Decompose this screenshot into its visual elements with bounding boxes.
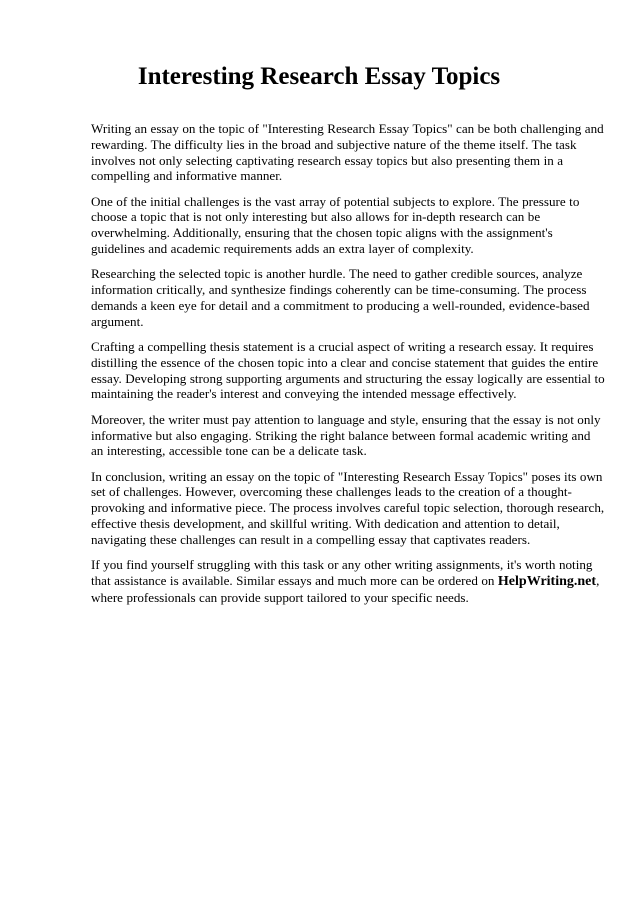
paragraph-line: Moreover, the writer must pay attention to language and style, ensuring that the essay is not only bbox=[91, 411, 601, 427]
closing-line-3: where professionals can provide support tailored to your specific needs. bbox=[91, 589, 469, 605]
page-title: Interesting Research Essay Topics bbox=[137, 63, 501, 90]
paragraph-line: choose a topic that is not only interesting but also allows for in-depth research can be bbox=[91, 209, 541, 225]
paragraph-line: maintaining the reader's interest and conveying the intended message effectively. bbox=[91, 386, 517, 402]
paragraph-line: Crafting a compelling thesis statement is a crucial aspect of writing a research essay. It requires bbox=[91, 339, 594, 355]
paragraph-line: an interesting, accessible tone can be a delicate task. bbox=[91, 443, 367, 459]
closing-line-1: If you find yourself struggling with this task or any other writing assignments, it's worth noting bbox=[91, 557, 593, 573]
paragraph-line: information critically, and synthesize findings coherently can be time-consuming. The process bbox=[91, 282, 587, 298]
paragraph-line: One of the initial challenges is the vast array of potential subjects to explore. The pressure to bbox=[91, 193, 580, 209]
paragraph-line: overwhelming. Additionally, ensuring that the chosen topic aligns with the assignment's bbox=[91, 225, 553, 241]
closing-line-2 bbox=[91, 573, 599, 588]
paragraph-line: In conclusion, writing an essay on the topic of "Interesting Research Essay Topics" poses its own bbox=[91, 468, 603, 484]
paragraph bbox=[91, 469, 603, 548]
closing-line-2-punct: , bbox=[596, 572, 600, 588]
paragraph-line: Writing an essay on the topic of "Interesting Research Essay Topics" can be both challenging and bbox=[91, 121, 604, 136]
paragraph-line: Researching the selected topic is another hurdle. The need to gather credible sources, analyze bbox=[91, 266, 583, 282]
helpwriting-link[interactable]: HelpWriting.net bbox=[497, 573, 597, 589]
paragraph-line: essay. Developing strong supporting arguments and structuring the essay logically are essential to bbox=[91, 370, 605, 386]
paragraph-line: informative but also engaging. Striking the right balance between formal academic writing and bbox=[91, 427, 591, 443]
paragraph-line: rewarding. The difficulty lies in the broad and subjective nature of the theme itself. The task bbox=[91, 136, 577, 152]
paragraph bbox=[91, 339, 603, 402]
paragraph bbox=[91, 194, 603, 257]
paragraph-line: distilling the essence of the chosen topic into a clear and concise statement that guides the entire bbox=[91, 354, 599, 370]
paragraph-line: demands a keen eye for detail and a commitment to producing a well-rounded, evidence-based bbox=[91, 297, 590, 313]
paragraph-line: compelling and informative manner. bbox=[91, 168, 283, 184]
paragraph-line: effective thesis development, and skillful writing. With dedication and attention to detail, bbox=[91, 516, 560, 532]
paragraph-line: involves not only selecting captivating research essay topics but also presenting them in a bbox=[91, 152, 564, 168]
paragraph-line: provoking and informative piece. The process involves careful topic selection, thorough research, bbox=[91, 500, 605, 516]
paragraph bbox=[91, 412, 603, 459]
closing-paragraph bbox=[91, 557, 603, 605]
paragraph-line: guidelines and academic requirements adds an extra layer of complexity. bbox=[91, 241, 474, 257]
paragraph bbox=[91, 121, 603, 184]
closing-line-2-text: that assistance is available. Similar essays and much more can be ordered on bbox=[91, 572, 498, 588]
paragraph-line: navigating these challenges can result in a compelling essay that captivates readers. bbox=[91, 531, 531, 547]
paragraph-list bbox=[91, 121, 603, 548]
paragraph bbox=[91, 266, 603, 329]
paragraph-line: set of challenges. However, overcoming these challenges leads to the creation of a thought- bbox=[91, 484, 572, 500]
document-body bbox=[91, 121, 603, 615]
paragraph-line: argument. bbox=[91, 313, 144, 329]
